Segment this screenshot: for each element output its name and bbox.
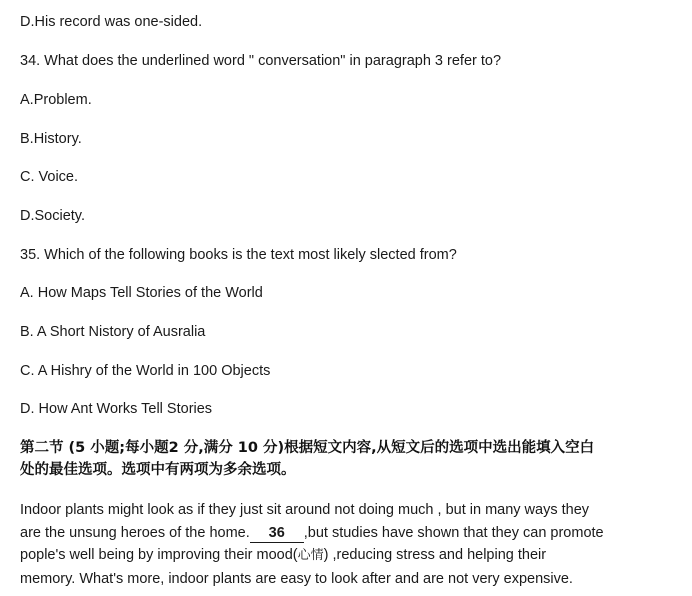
section2-title-line1: 第二节 (5 小题;每小题2 分,满分 10 分)根据短文内容,从短文后的选项中选出能填入空白 <box>20 440 595 456</box>
q35-question: 35. Which of the following books is the text most likely slected from? <box>20 247 457 263</box>
passage-line-2-before: are the unsung heroes of the home. <box>20 524 250 541</box>
q33-option-d: D.His record was one-sided. <box>20 14 203 30</box>
passage-line-2 <box>20 522 620 545</box>
q34-question: 34. What does the underlined word " conversation" in paragraph 3 refer to? <box>20 53 502 69</box>
q34-option-a: A.Problem. <box>20 92 92 108</box>
q35-option-d: D. How Ant Works Tell Stories <box>20 401 213 417</box>
passage-line-1: Indoor plants might look as if they just sit around not doing much , but in many ways they <box>20 502 590 518</box>
q34-option-d: D.Society. <box>20 208 86 224</box>
section2-title-line2: 处的最佳选项。选项中有两项为多余选项。 <box>20 462 296 478</box>
q35-option-b: B. A Short Nistory of Ausralia <box>20 324 206 340</box>
passage-line-3-cjk: 心情 <box>297 548 324 563</box>
q34-option-c: C. Voice. <box>20 169 79 185</box>
passage-line-4: memory. What's more, indoor plants are easy to look after and are not very expensive. <box>20 570 573 587</box>
passage-line-3-before: pople's well being by improving their mood( <box>20 547 298 563</box>
q35-option-c: C. A Hishry of the World in 100 Objects <box>20 363 271 379</box>
blank-36: 36 <box>250 525 304 543</box>
passage-line-2-after: ,but studies have shown that they can promote <box>303 524 604 541</box>
passage-line-3-after: ) ,reducing stress and helping their <box>323 547 547 563</box>
passage-line-3 <box>20 544 620 568</box>
q34-option-b: B.History. <box>20 131 82 147</box>
q35-option-a: A. How Maps Tell Stories of the World <box>20 285 263 301</box>
passage-paragraph <box>20 499 620 590</box>
